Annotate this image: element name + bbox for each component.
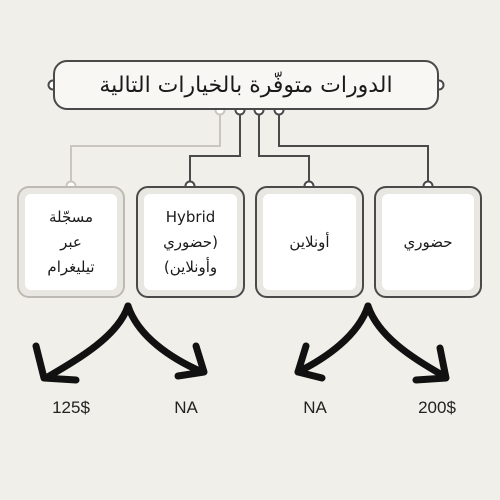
- title-box: [53, 60, 439, 110]
- option-label-online: أونلاين: [289, 232, 330, 251]
- option-card-hybrid: [136, 186, 245, 298]
- option-card-inner: [144, 194, 237, 290]
- option-label-recorded: مسجّلة عبر تيليغرام: [47, 207, 95, 276]
- option-card-online: [255, 186, 364, 298]
- connector-inperson: [279, 110, 428, 186]
- connector-hybrid: [190, 110, 240, 186]
- option-card-inner: [382, 194, 474, 290]
- price-recorded: 125$: [52, 398, 90, 417]
- fork-arrow-left: [36, 306, 204, 380]
- connector-recorded: [71, 110, 220, 186]
- option-label-hybrid: Hybrid حضوري) (وأونلاين: [163, 207, 218, 276]
- price-hybrid: NA: [174, 398, 198, 417]
- fork-arrow-right: [298, 306, 446, 380]
- option-card-recorded: [17, 186, 125, 298]
- option-card-inner: [263, 194, 356, 290]
- title-text: الدورات متوفّرة بالخيارات التالية: [99, 72, 393, 98]
- price-online: NA: [303, 398, 327, 417]
- connector-online: [259, 110, 309, 186]
- option-card-inner: [25, 194, 117, 290]
- price-inperson: 200$: [418, 398, 456, 417]
- option-card-inperson: [374, 186, 482, 298]
- option-label-inperson: حضوري: [403, 232, 453, 251]
